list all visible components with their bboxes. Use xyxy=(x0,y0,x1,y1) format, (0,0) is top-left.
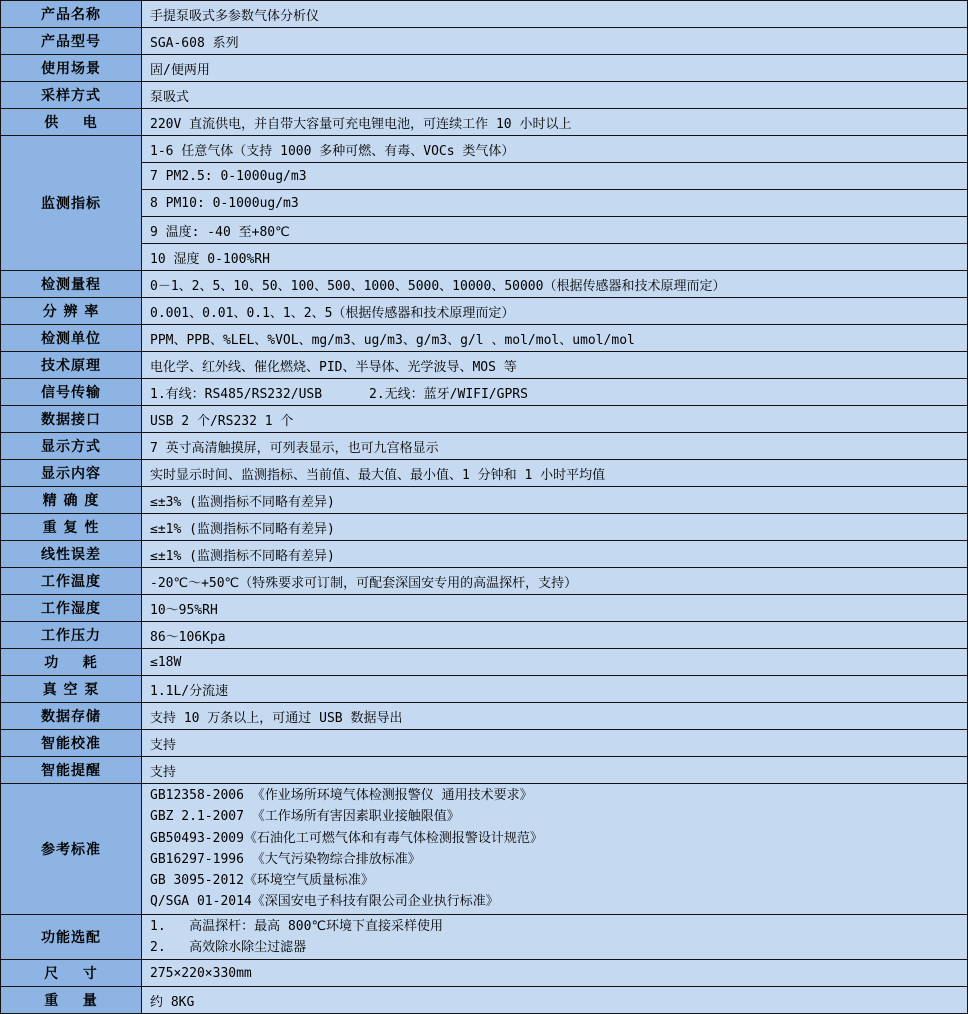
spec-row-work-temperature xyxy=(1,568,968,595)
spec-label-power-supply: 供 电 xyxy=(1,109,142,136)
spec-value: 1.1L/分流速 xyxy=(142,676,968,703)
spec-row-sampling-method xyxy=(1,82,968,109)
spec-value: 1-6 任意气体（支持 1000 多种可燃、有毒、VOCs 类气体） xyxy=(142,136,968,163)
spec-value: 1.有线：RS485/RS232/USB 2.无线：蓝牙/WIFI/GPRS xyxy=(142,379,968,406)
spec-row-monitor-items-3 xyxy=(1,217,968,244)
spec-value: 手提泵吸式多参数气体分析仪 xyxy=(142,1,968,28)
spec-value: 275×220×330mm xyxy=(142,960,968,987)
spec-label-tech-principle: 技术原理 xyxy=(1,352,142,379)
spec-value-line: GB50493-2009《石油化工可燃气体和有毒气体检测报警设计规范》 xyxy=(150,830,543,846)
spec-value: ≤±1% (监测指标不同略有差异) xyxy=(142,514,968,541)
spec-row-data-storage xyxy=(1,703,968,730)
spec-label-detect-range: 检测量程 xyxy=(1,271,142,298)
spec-row-work-pressure xyxy=(1,622,968,649)
spec-row-linearity-error xyxy=(1,541,968,568)
spec-label-linearity-error: 线性误差 xyxy=(1,541,142,568)
spec-value-line: Q/SGA 01-2014《深国安电子科技有限公司企业执行标准》 xyxy=(150,894,499,910)
spec-row-dimensions xyxy=(1,960,968,987)
spec-row-power-consumption xyxy=(1,649,968,676)
spec-label-sampling-method: 采样方式 xyxy=(1,82,142,109)
spec-row-reference-standard xyxy=(1,784,968,915)
spec-value-line: GBZ 2.1-2007 《工作场所有害因素职业接触限值》 xyxy=(150,809,460,825)
spec-row-tech-principle xyxy=(1,352,968,379)
spec-row-display-mode xyxy=(1,433,968,460)
spec-value: 10～95%RH xyxy=(142,595,968,622)
spec-row-smart-reminder xyxy=(1,757,968,784)
spec-row-monitor-items-4 xyxy=(1,244,968,271)
spec-label-optional-function: 功能选配 xyxy=(1,914,142,960)
spec-row-product-name xyxy=(1,1,968,28)
spec-row-signal-transfer xyxy=(1,379,968,406)
spec-value: USB 2 个/RS232 1 个 xyxy=(142,406,968,433)
spec-value: 8 PM10: 0-1000ug/m3 xyxy=(142,190,968,217)
spec-row-data-interface xyxy=(1,406,968,433)
spec-row-smart-calibration xyxy=(1,730,968,757)
spec-label-display-mode: 显示方式 xyxy=(1,433,142,460)
spec-value: PPM、PPB、%LEL、%VOL、mg/m3、ug/m3、g/m3、g/l 、mol/mol、umol/mol xyxy=(142,325,968,352)
spec-value: 固/便两用 xyxy=(142,55,968,82)
spec-value-line: 2. 高效除水除尘过滤器 xyxy=(150,940,307,956)
spec-value: 泵吸式 xyxy=(142,82,968,109)
spec-value-line: GB12358-2006 《作业场所环境气体检测报警仪 通用技术要求》 xyxy=(150,788,533,803)
spec-row-power-supply xyxy=(1,109,968,136)
spec-value: 支持 xyxy=(142,730,968,757)
spec-row-detect-unit xyxy=(1,325,968,352)
spec-label-product-name: 产品名称 xyxy=(1,1,142,28)
spec-label-data-storage: 数据存储 xyxy=(1,703,142,730)
spec-value xyxy=(142,784,968,915)
spec-row-monitor-items-2 xyxy=(1,190,968,217)
spec-value: 86～106Kpa xyxy=(142,622,968,649)
spec-value-line: GB16297-1996 《大气污染物综合排放标准》 xyxy=(150,851,421,867)
spec-label-reference-standard: 参考标准 xyxy=(1,784,142,915)
spec-value: 约 8KG xyxy=(142,987,968,1014)
spec-value: 7 PM2.5: 0-1000ug/m3 xyxy=(142,163,968,190)
spec-label-detect-unit: 检测单位 xyxy=(1,325,142,352)
spec-label-accuracy: 精 确 度 xyxy=(1,487,142,514)
spec-label-smart-reminder: 智能提醒 xyxy=(1,757,142,784)
spec-label-work-humidity: 工作湿度 xyxy=(1,595,142,622)
spec-value: 9 温度: -40 至+80℃ xyxy=(142,217,968,244)
spec-value: 电化学、红外线、催化燃烧、PID、半导体、光学波导、MOS 等 xyxy=(142,352,968,379)
spec-label-smart-calibration: 智能校准 xyxy=(1,730,142,757)
spec-label-work-pressure: 工作压力 xyxy=(1,622,142,649)
spec-value: 支持 xyxy=(142,757,968,784)
spec-row-display-content xyxy=(1,460,968,487)
spec-label-signal-transfer: 信号传输 xyxy=(1,379,142,406)
spec-label-weight: 重 量 xyxy=(1,987,142,1014)
spec-label-product-model: 产品型号 xyxy=(1,28,142,55)
spec-value: ≤18W xyxy=(142,649,968,676)
spec-label-resolution: 分 辨 率 xyxy=(1,298,142,325)
spec-row-work-humidity xyxy=(1,595,968,622)
spec-value: ≤±3% (监测指标不同略有差异) xyxy=(142,487,968,514)
spec-value-line: 1. 高温探杆：最高 800℃环境下直接采样使用 xyxy=(150,918,444,934)
spec-value xyxy=(142,914,968,960)
spec-label-dimensions: 尺 寸 xyxy=(1,960,142,987)
spec-value: ≤±1% (监测指标不同略有差异) xyxy=(142,541,968,568)
spec-row-usage-scene xyxy=(1,55,968,82)
spec-value: 0.001、0.01、0.1、1、2、5（根据传感器和技术原理而定） xyxy=(142,298,968,325)
spec-value: 0－1、2、5、10、50、100、500、1000、5000、10000、50000（根据传感器和技术原理而定） xyxy=(142,271,968,298)
spec-label-work-temperature: 工作温度 xyxy=(1,568,142,595)
spec-row-monitor-items-1 xyxy=(1,163,968,190)
spec-value: -20℃～+50℃（特殊要求可订制，可配套深国安专用的高温探杆，支持） xyxy=(142,568,968,595)
spec-row-monitor-items-0 xyxy=(1,136,968,163)
spec-value: 7 英寸高清触摸屏，可列表显示，也可九宫格显示 xyxy=(142,433,968,460)
spec-row-detect-range xyxy=(1,271,968,298)
spec-value: 实时显示时间、监测指标、当前值、最大值、最小值、1 分钟和 1 小时平均值 xyxy=(142,460,968,487)
spec-table-body xyxy=(1,1,968,1014)
spec-row-resolution xyxy=(1,298,968,325)
spec-row-accuracy xyxy=(1,487,968,514)
spec-label-data-interface: 数据接口 xyxy=(1,406,142,433)
spec-label-display-content: 显示内容 xyxy=(1,460,142,487)
spec-row-optional-function xyxy=(1,914,968,960)
spec-label-power-consumption: 功 耗 xyxy=(1,649,142,676)
spec-value: 220V 直流供电，并自带大容量可充电锂电池，可连续工作 10 小时以上 xyxy=(142,109,968,136)
spec-row-repeatability xyxy=(1,514,968,541)
spec-label-monitor-items: 监测指标 xyxy=(1,136,142,271)
spec-value-line: GB 3095-2012《环境空气质量标准》 xyxy=(150,873,374,889)
spec-value: 支持 10 万条以上，可通过 USB 数据导出 xyxy=(142,703,968,730)
spec-value: SGA-608 系列 xyxy=(142,28,968,55)
spec-label-vacuum-pump: 真 空 泵 xyxy=(1,676,142,703)
spec-row-vacuum-pump xyxy=(1,676,968,703)
spec-row-product-model xyxy=(1,28,968,55)
spec-label-repeatability: 重 复 性 xyxy=(1,514,142,541)
spec-label-usage-scene: 使用场景 xyxy=(1,55,142,82)
spec-value: 10 湿度 0-100%RH xyxy=(142,244,968,271)
